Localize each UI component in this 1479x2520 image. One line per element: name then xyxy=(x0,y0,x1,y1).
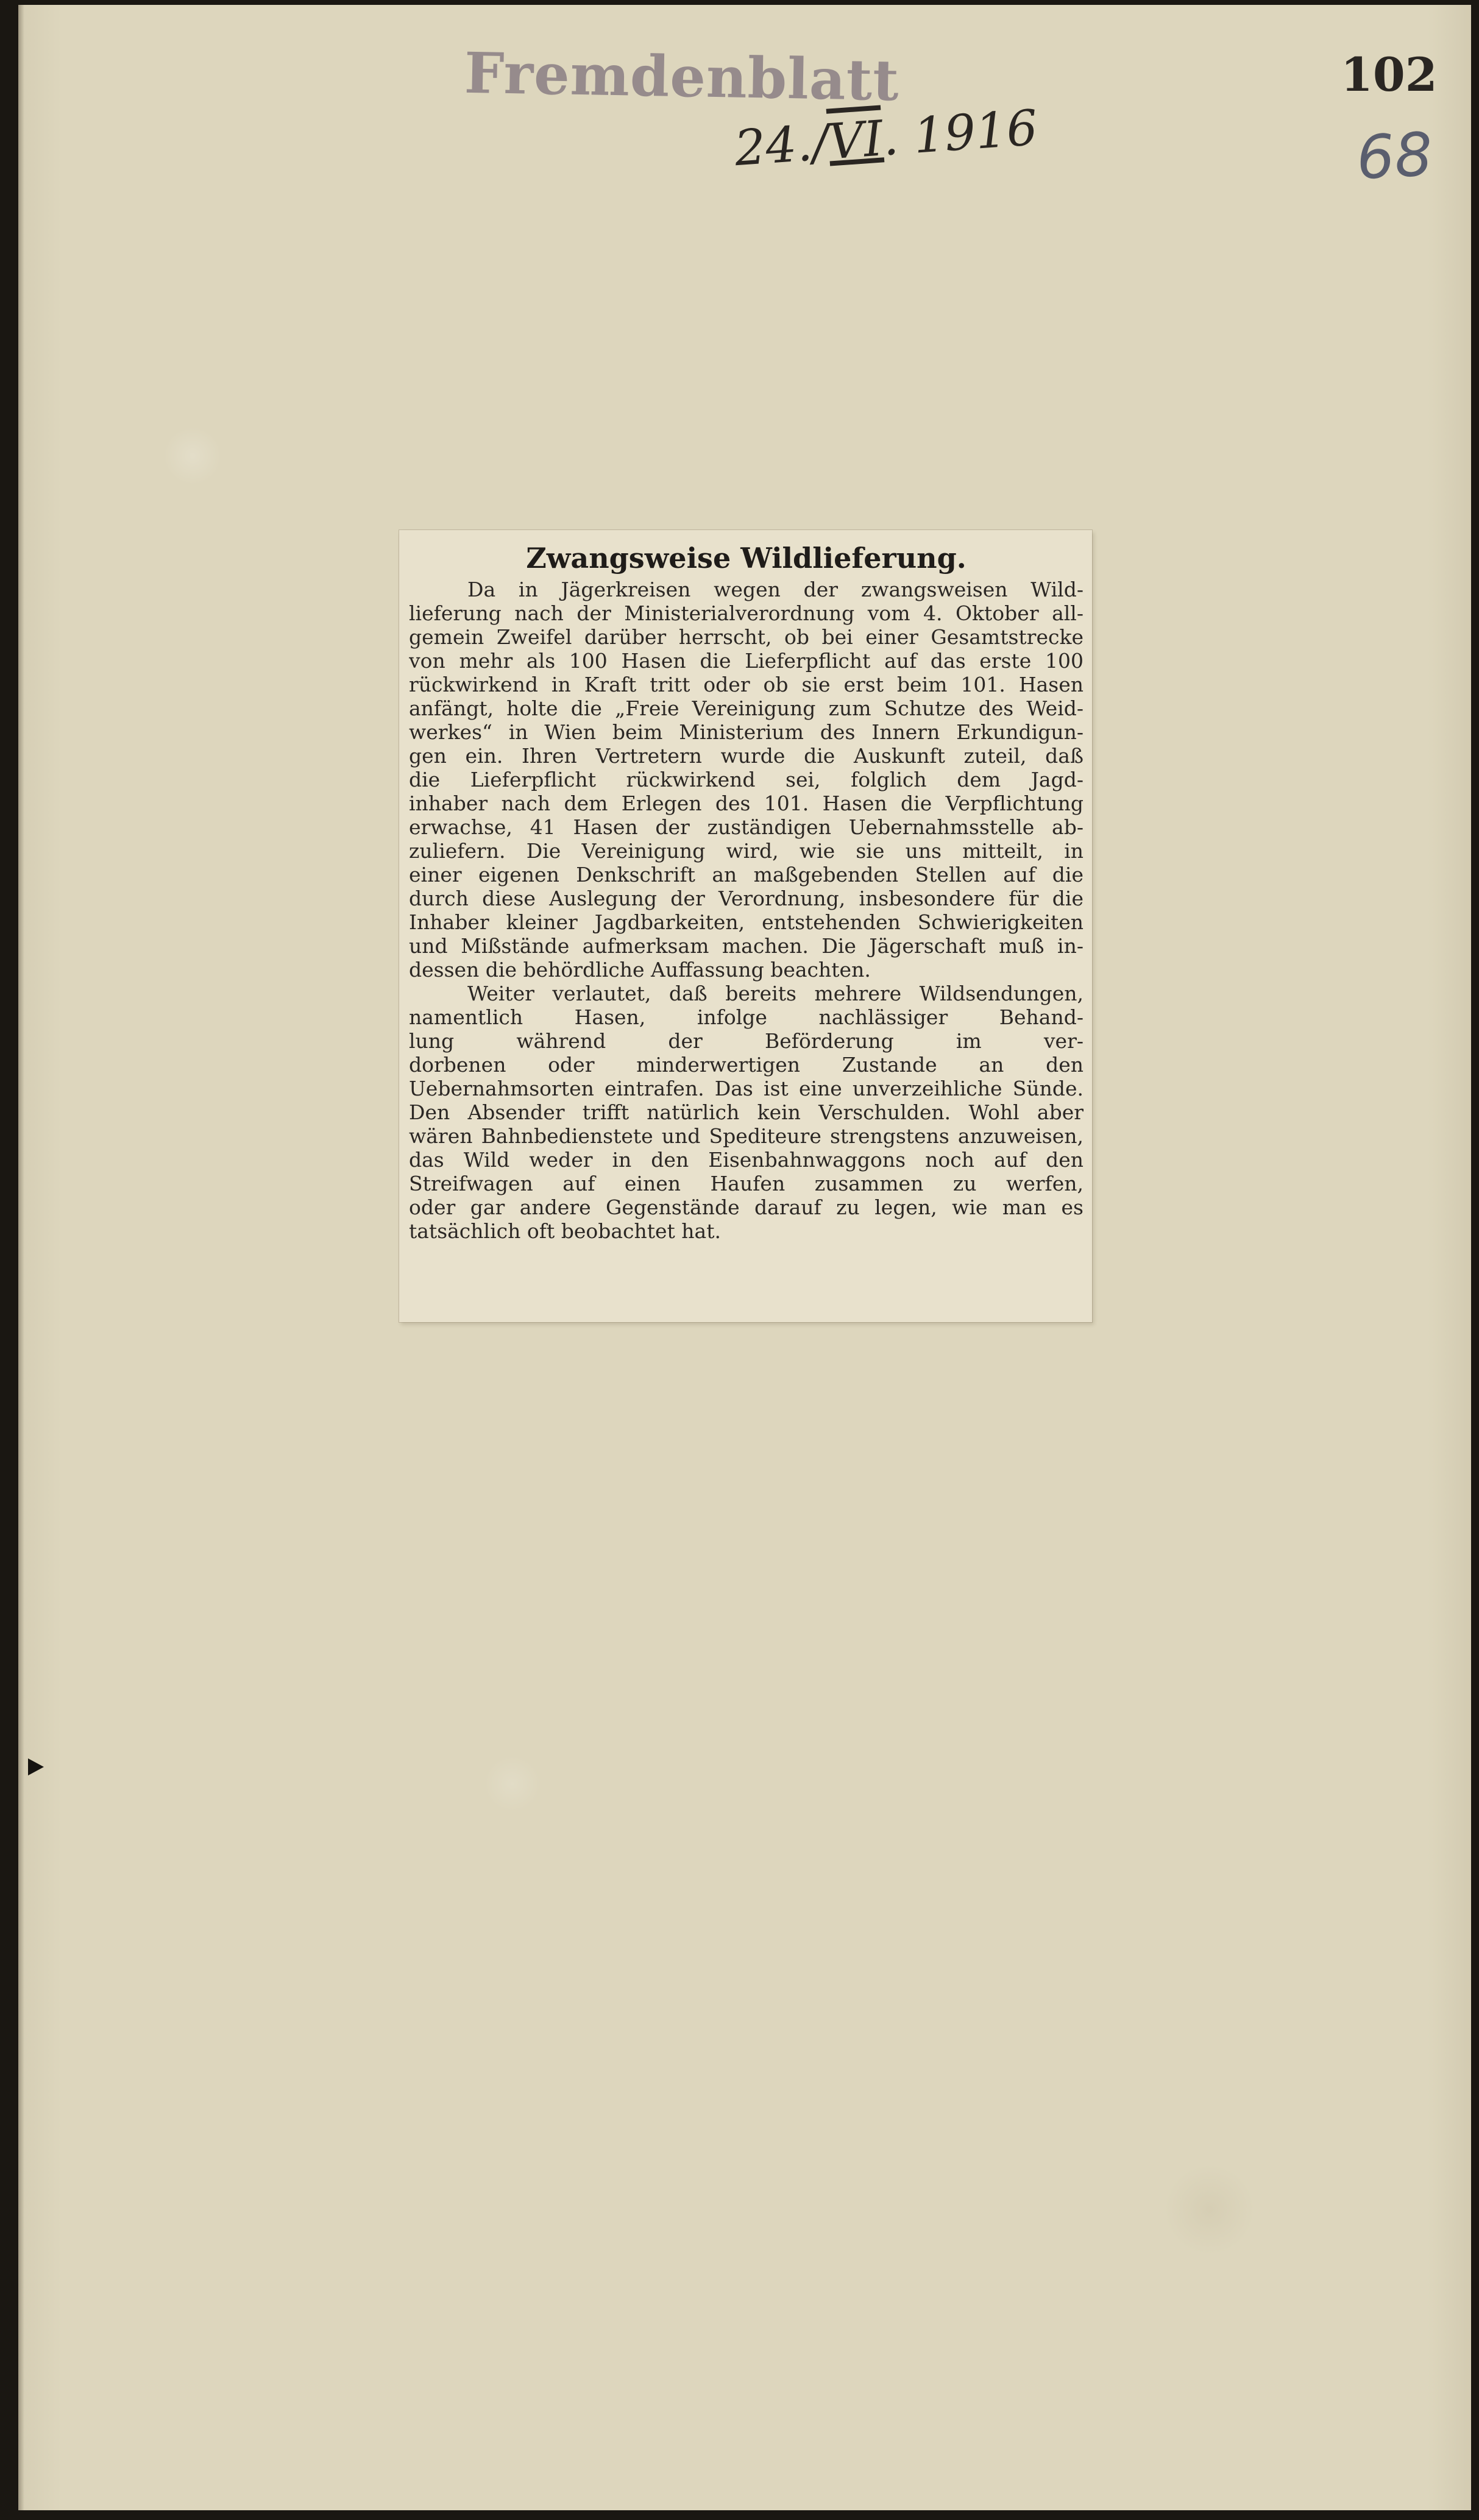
page-number: 102 xyxy=(1341,48,1438,102)
text-line: durch diese Auslegung der Verordnung, insbesondere für die xyxy=(409,887,1084,910)
date-day: 24./ xyxy=(732,113,831,177)
text-line: das Wild weder in den Eisenbahnwaggons noch auf den xyxy=(409,1148,1084,1172)
date-month: VI xyxy=(826,110,885,171)
newspaper-name-stamp: Fremdenblatt xyxy=(464,40,900,114)
clipping-paragraph-1 xyxy=(409,578,1084,982)
newspaper-clipping xyxy=(399,530,1092,1322)
text-line: rückwirkend in Kraft tritt oder ob sie erst beim 101. Hasen xyxy=(409,673,1084,696)
sheet-edge-shadow xyxy=(18,5,24,2510)
text-line: lieferung nach der Ministerialverordnung vom 4. Oktober all- xyxy=(409,601,1084,625)
text-line: namentlich Hasen, infolge nachlässiger Behand- xyxy=(409,1005,1084,1029)
text-line: und Mißstände aufmerksam machen. Die Jägerschaft muß in- xyxy=(409,934,1084,958)
text-line: Weiter verlautet, daß bereits mehrere Wildsendungen, xyxy=(467,982,1084,1005)
folio-number: 68 xyxy=(1355,119,1435,194)
text-line: tatsächlich oft beobachtet hat. xyxy=(409,1219,721,1243)
text-line: anfängt, holte die „Freie Vereinigung zum Schutze des Weid- xyxy=(409,696,1084,720)
text-line: gen ein. Ihren Vertretern wurde die Auskunft zuteil, daß xyxy=(409,744,1084,768)
text-line: zuliefern. Die Vereinigung wird, wie sie uns mitteilt, in xyxy=(409,839,1084,863)
text-line: Inhaber kleiner Jagdbarkeiten, entstehenden Schwierigkeiten xyxy=(409,910,1084,934)
text-line: gemein Zweifel darüber herrscht, ob bei einer Gesamtstrecke xyxy=(409,625,1084,649)
text-line: oder gar andere Gegenstände darauf zu legen, wie man es xyxy=(409,1195,1084,1219)
text-line: inhaber nach dem Erlegen des 101. Hasen die Verpflichtung xyxy=(409,791,1084,815)
text-line: die Lieferpflicht rückwirkend sei, folglich dem Jagd- xyxy=(409,768,1084,791)
text-line: von mehr als 100 Hasen die Lieferpflicht auf das erste 100 xyxy=(409,649,1084,673)
text-line: erwachse, 41 Hasen der zuständigen Uebernahmsstelle ab- xyxy=(409,815,1084,839)
text-line: dorbenen oder minderwertigen Zustande an den xyxy=(409,1053,1084,1077)
text-line: Streifwagen auf einen Haufen zusammen zu werfen, xyxy=(409,1172,1084,1195)
text-line: einer eigenen Denkschrift an maßgebenden Stellen auf die xyxy=(409,863,1084,887)
clipping-headline: Zwangsweise Wildlieferung. xyxy=(526,542,966,575)
text-line: dessen die behördliche Auffassung beachten. xyxy=(409,958,871,982)
text-line: lung während der Beförderung im ver- xyxy=(409,1029,1084,1053)
clipping-paragraph-2 xyxy=(409,982,1084,1243)
text-line: Den Absender trifft natürlich kein Verschulden. Wohl aber xyxy=(409,1100,1084,1124)
text-line: Da in Jägerkreisen wegen der zwangsweisen Wild- xyxy=(467,578,1084,601)
text-line: Uebernahmsorten eintrafen. Das ist eine unverzeihliche Sünde. xyxy=(409,1077,1084,1100)
text-line: werkes“ in Wien beim Ministerium des Innern Erkundigun- xyxy=(409,720,1084,744)
text-line: wären Bahnbedienstete und Spediteure strengstens anzuweisen, xyxy=(409,1124,1084,1148)
arrow-marker-icon xyxy=(28,1758,44,1775)
date-year: . 1916 xyxy=(881,99,1040,167)
